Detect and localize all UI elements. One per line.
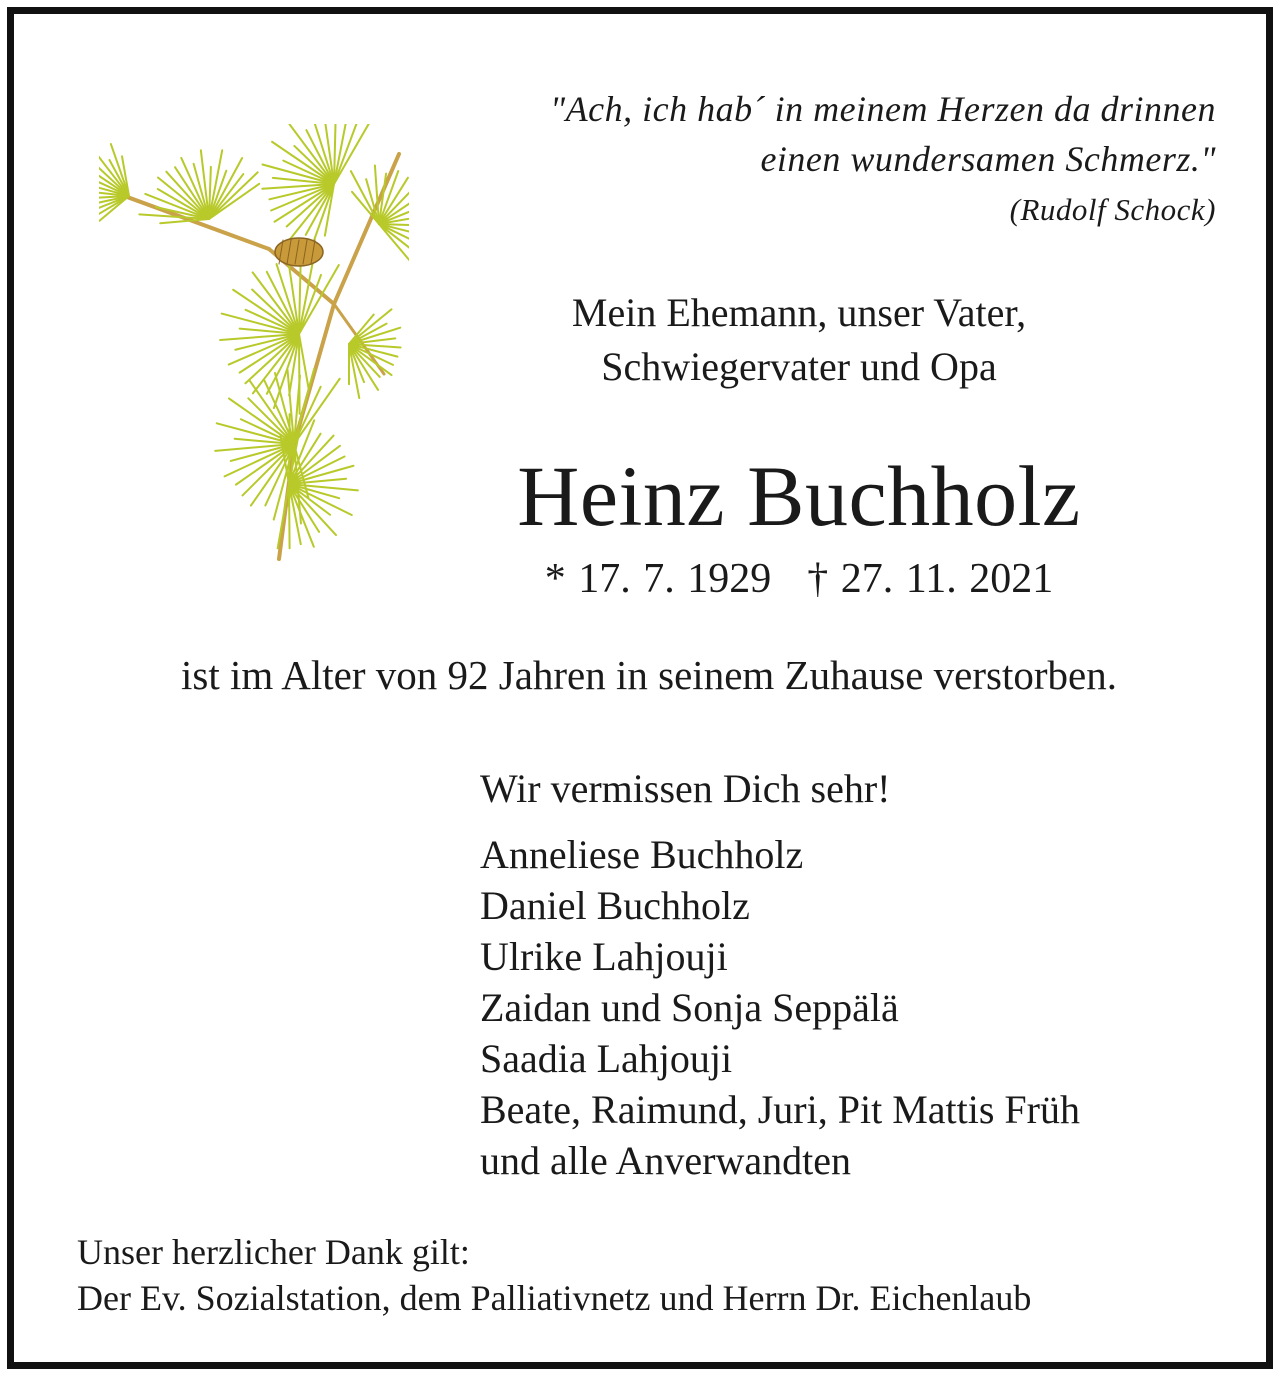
list-item: Anneliese Buchholz (480, 832, 804, 877)
thanks-line-2: Der Ev. Sozialstation, dem Palliativnetz und Herrn Dr. Eichenlaub (77, 1278, 1032, 1318)
life-dates (454, 551, 1144, 607)
quote-line-1: "Ach, ich hab´ in meinem Herzen da drinnen (550, 89, 1216, 129)
list-item: Daniel Buchholz (480, 883, 750, 928)
list-item: Saadia Lahjouji (480, 1036, 733, 1081)
larch-branch-icon (99, 124, 409, 564)
list-item: und alle Anverwandten (480, 1138, 851, 1183)
death-date: † 27. 11. 2021 (807, 556, 1054, 602)
intro-text (454, 286, 1144, 394)
quote-author: (Rudolf Schock) (1009, 192, 1216, 227)
obituary-frame (7, 7, 1273, 1369)
thanks-line-1: Unser herzlicher Dank gilt: (77, 1232, 470, 1272)
thanks-block (77, 1229, 1031, 1321)
intro-line-1: Mein Ehemann, unser Vater, (571, 290, 1027, 335)
quote-line-2: einen wundersamen Schmerz." (760, 139, 1216, 179)
list-item: Beate, Raimund, Juri, Pit Mattis Früh (480, 1087, 1080, 1132)
quote-block (550, 84, 1216, 236)
deceased-name: Heinz Buchholz (517, 448, 1081, 544)
mourners-list (480, 829, 1080, 1186)
mourners-heading: Wir vermissen Dich sehr! (480, 766, 891, 811)
list-item: Ulrike Lahjouji (480, 934, 728, 979)
death-statement: ist im Alter von 92 Jahren in seinem Zuhause verstorben. (181, 652, 1117, 698)
intro-line-2: Schwiegervater und Opa (601, 344, 997, 389)
birth-date: * 17. 7. 1929 (544, 556, 772, 602)
list-item: Zaidan und Sonja Seppälä (480, 985, 899, 1030)
